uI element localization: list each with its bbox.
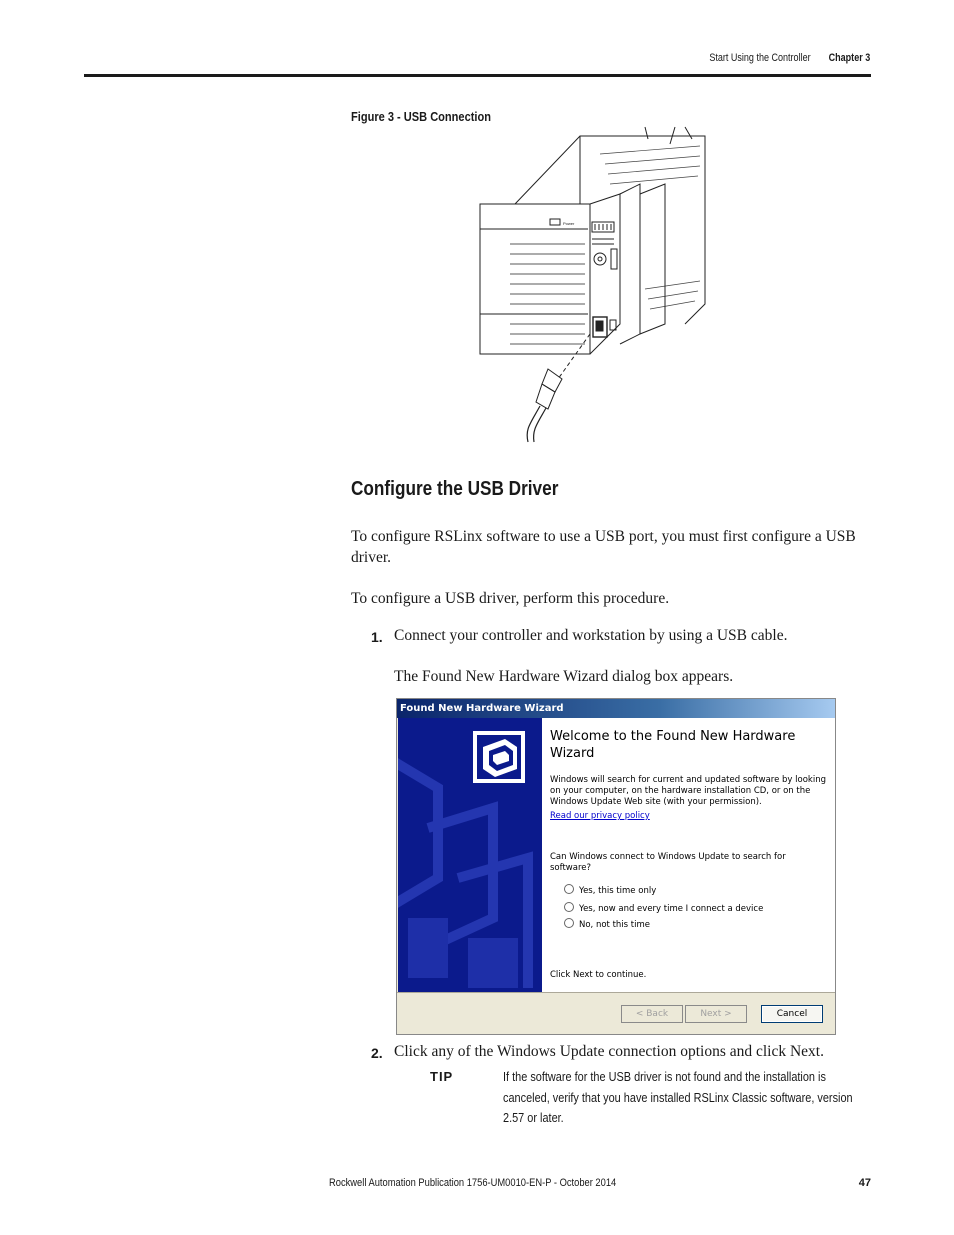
intro-paragraph: To configure RSLinx software to use a USB port, you must first configure a USB driver.	[351, 528, 856, 566]
wizard-side-banner	[398, 718, 542, 992]
option-yes-every-time[interactable]: Yes, now and every time I connect a device	[564, 902, 763, 914]
next-button[interactable]: Next >	[685, 1005, 747, 1023]
continue-text: Click Next to continue.	[550, 970, 647, 980]
tip-label: TIP	[430, 1069, 454, 1084]
radio-button-icon	[564, 884, 574, 894]
hardware-wizard-icon	[473, 731, 525, 783]
wizard-question: Can Windows connect to Windows Update to search for software?	[550, 852, 786, 873]
step-2-text: Click any of the Windows Update connection options and click Next.	[394, 1043, 824, 1060]
step-1-number: 1.	[371, 629, 383, 645]
page-footer	[329, 1177, 871, 1189]
section-title: Configure the USB Driver	[351, 478, 559, 500]
header-chapter: Chapter 3	[828, 52, 870, 64]
step-2-number: 2.	[371, 1045, 383, 1061]
figure-caption: Figure 3 - USB Connection	[351, 109, 491, 124]
option-yes-this-time[interactable]: Yes, this time only	[564, 884, 656, 896]
radio-button-icon	[564, 918, 574, 928]
header-rule	[84, 74, 871, 77]
header-section: Start Using the Controller	[709, 52, 811, 64]
page-number: 47	[858, 1177, 871, 1189]
tip-text: If the software for the USB driver is not found and the installation is canceled, verify that you have installed RSLinx Classic software, version 2.57 or later.	[503, 1069, 853, 1125]
step-1-followup: The Found New Hardware Wizard dialog box appears.	[394, 668, 734, 685]
found-new-hardware-wizard-dialog	[396, 698, 836, 1035]
wizard-titlebar: Found New Hardware Wizard	[397, 699, 835, 718]
wizard-content-pane	[542, 718, 835, 992]
cancel-button[interactable]: Cancel	[761, 1005, 823, 1023]
wizard-heading: Welcome to the Found New Hardware Wizard	[550, 729, 796, 761]
controller-usb-illustration	[470, 124, 720, 444]
back-button[interactable]: < Back	[621, 1005, 683, 1023]
power-label: Power	[563, 221, 575, 226]
radio-button-icon	[564, 902, 574, 912]
option-no-not-this-time[interactable]: No, not this time	[564, 918, 650, 930]
publication-info: Rockwell Automation Publication 1756-UM0010-EN-P - October 2014	[329, 1177, 617, 1189]
privacy-policy-link[interactable]: Read our privacy policy	[550, 811, 650, 821]
wizard-separator	[397, 992, 835, 993]
running-header	[709, 52, 870, 64]
step-1-text: Connect your controller and workstation by using a USB cable.	[394, 627, 788, 644]
wizard-description: Windows will search for current and updated software by looking on your computer, on the hardware installation CD, or on the Windows Update Web site (with your permission).	[550, 775, 826, 807]
procedure-paragraph: To configure a USB driver, perform this procedure.	[351, 590, 670, 607]
